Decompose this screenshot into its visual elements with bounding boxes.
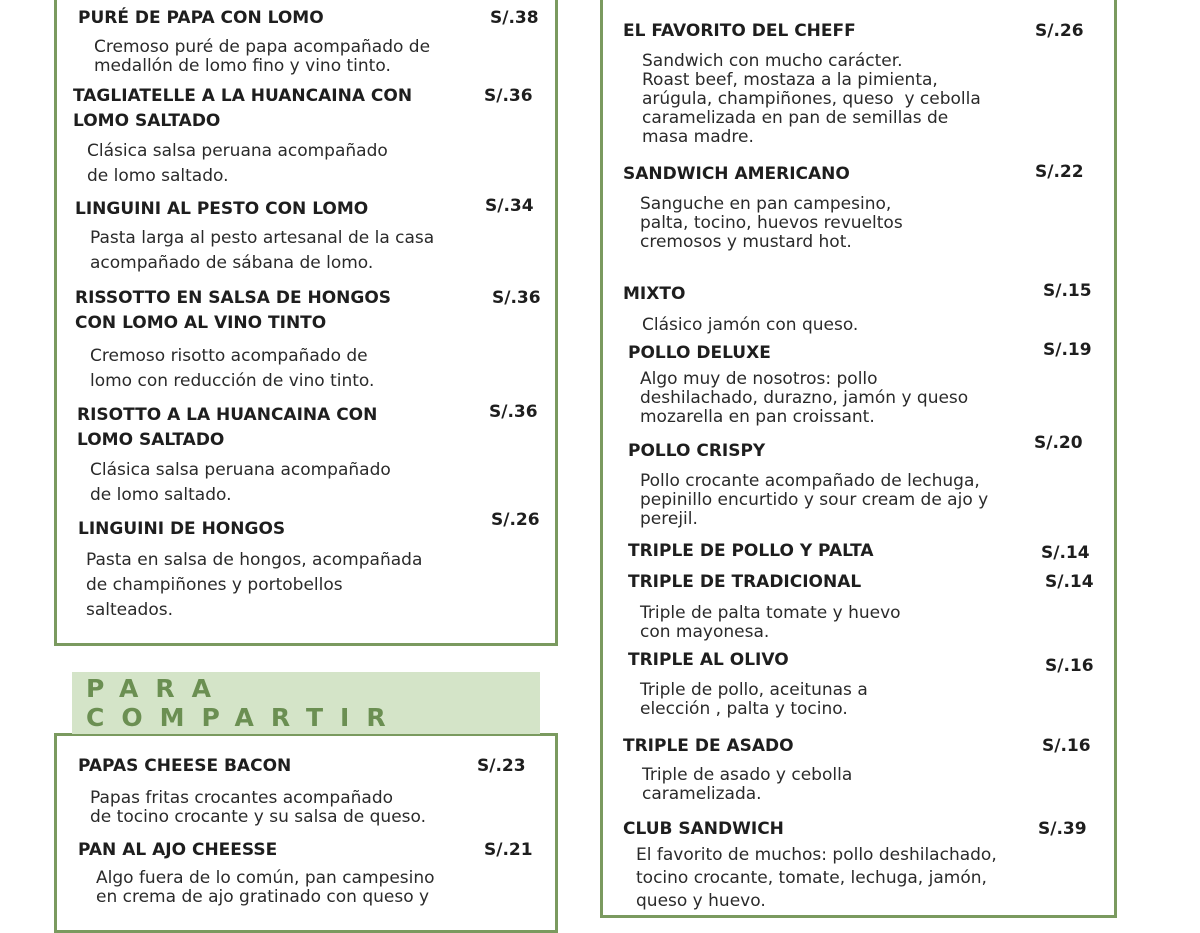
item-name: TAGLIATELLE A LA HUANCAINA CON <box>73 86 413 106</box>
item-description: deshilachado, durazno, jamón y queso <box>640 388 969 408</box>
item-name: SANDWICH AMERICANO <box>623 164 850 184</box>
item-description: elección , palta y tocino. <box>640 699 848 719</box>
item-name: RISSOTTO EN SALSA DE HONGOS <box>75 288 392 308</box>
item-price: S/.36 <box>492 288 541 308</box>
item-price: S/.26 <box>1035 21 1084 41</box>
item-description: palta, tocino, huevos revueltos <box>640 213 903 233</box>
item-description: caramelizada. <box>642 784 762 804</box>
item-description: Sandwich con mucho carácter. <box>642 51 903 71</box>
item-description: en crema de ajo gratinado con queso y <box>96 887 430 907</box>
section-banner <box>72 672 540 734</box>
item-price: S/.21 <box>484 840 533 860</box>
item-description: El favorito de muchos: pollo deshilachado, <box>636 845 997 865</box>
item-description: salteados. <box>86 600 173 620</box>
item-description: lomo con reducción de vino tinto. <box>90 371 375 391</box>
item-price: S/.20 <box>1034 433 1083 453</box>
item-description: Pasta en salsa de hongos, acompañada <box>86 550 423 570</box>
item-price: S/.14 <box>1045 572 1094 592</box>
item-description: arúgula, champiñones, queso y cebolla <box>642 89 981 109</box>
item-name: CON LOMO AL VINO TINTO <box>75 313 327 333</box>
item-description: Triple de palta tomate y huevo <box>640 603 901 623</box>
item-description: cremosos y mustard hot. <box>640 232 852 252</box>
item-description: Clásica salsa peruana acompañado <box>87 141 388 161</box>
item-price: S/.22 <box>1035 162 1084 182</box>
item-name: MIXTO <box>623 284 686 304</box>
item-description: Algo muy de nosotros: pollo <box>640 369 878 389</box>
item-name: TRIPLE DE POLLO Y PALTA <box>628 541 874 561</box>
item-description: masa madre. <box>642 127 754 147</box>
item-description: Sanguche en pan campesino, <box>640 194 892 214</box>
item-name: PURÉ DE PAPA CON LOMO <box>78 8 324 28</box>
item-name: TRIPLE DE ASADO <box>623 736 794 756</box>
item-description: Cremoso risotto acompañado de <box>90 346 368 366</box>
item-description: de tocino crocante y su salsa de queso. <box>90 807 427 827</box>
item-description: mozarella en pan croissant. <box>640 407 875 427</box>
item-description: Clásica salsa peruana acompañado <box>90 460 391 480</box>
item-description: queso y huevo. <box>636 891 766 911</box>
section-title: PARA COMPARTIR <box>86 674 403 732</box>
item-name: LOMO SALTADO <box>73 111 221 131</box>
item-description: Roast beef, mostaza a la pimienta, <box>642 70 938 90</box>
item-description: pepinillo encurtido y sour cream de ajo y <box>640 490 989 510</box>
item-description: Triple de pollo, aceitunas a <box>640 680 868 700</box>
item-price: S/.26 <box>491 510 540 530</box>
item-price: S/.38 <box>490 8 539 28</box>
item-name: LINGUINI DE HONGOS <box>78 519 286 539</box>
item-name: RISOTTO A LA HUANCAINA CON <box>77 405 378 425</box>
item-price: S/.15 <box>1043 281 1092 301</box>
item-description: Clásico jamón con queso. <box>642 315 859 335</box>
item-name: EL FAVORITO DEL CHEFF <box>623 21 856 41</box>
item-description: de lomo saltado. <box>87 166 229 186</box>
item-name: TRIPLE DE TRADICIONAL <box>628 572 862 592</box>
item-price: S/.39 <box>1038 819 1087 839</box>
item-price: S/.36 <box>484 86 533 106</box>
item-price: S/.23 <box>477 756 526 776</box>
item-price: S/.34 <box>485 196 534 216</box>
item-name: POLLO DELUXE <box>628 343 771 363</box>
item-description: Algo fuera de lo común, pan campesino <box>96 868 435 888</box>
item-price: S/.16 <box>1045 656 1094 676</box>
item-description: medallón de lomo fino y vino tinto. <box>94 56 391 76</box>
item-name: PAPAS CHEESE BACON <box>78 756 292 776</box>
item-description: Cremoso puré de papa acompañado de <box>94 37 431 57</box>
item-name: CLUB SANDWICH <box>623 819 784 839</box>
item-description: Pollo crocante acompañado de lechuga, <box>640 471 980 491</box>
item-description: de lomo saltado. <box>90 485 232 505</box>
item-name: POLLO CRISPY <box>628 441 766 461</box>
item-description: perejil. <box>640 509 698 529</box>
item-description: de champiñones y portobellos <box>86 575 343 595</box>
item-description: Pasta larga al pesto artesanal de la casa <box>90 228 435 248</box>
item-description: Papas fritas crocantes acompañado <box>90 788 394 808</box>
item-price: S/.16 <box>1042 736 1091 756</box>
item-description: con mayonesa. <box>640 622 770 642</box>
item-description: tocino crocante, tomate, lechuga, jamón, <box>636 868 987 888</box>
item-price: S/.19 <box>1043 340 1092 360</box>
item-description: caramelizada en pan de semillas de <box>642 108 949 128</box>
item-price: S/.36 <box>489 402 538 422</box>
item-name: PAN AL AJO CHEESSE <box>78 840 278 860</box>
item-name: LINGUINI AL PESTO CON LOMO <box>75 199 369 219</box>
item-description: acompañado de sábana de lomo. <box>90 253 374 273</box>
item-description: Triple de asado y cebolla <box>642 765 853 785</box>
item-name: TRIPLE AL OLIVO <box>628 650 789 670</box>
item-name: LOMO SALTADO <box>77 430 225 450</box>
item-price: S/.14 <box>1041 543 1090 563</box>
